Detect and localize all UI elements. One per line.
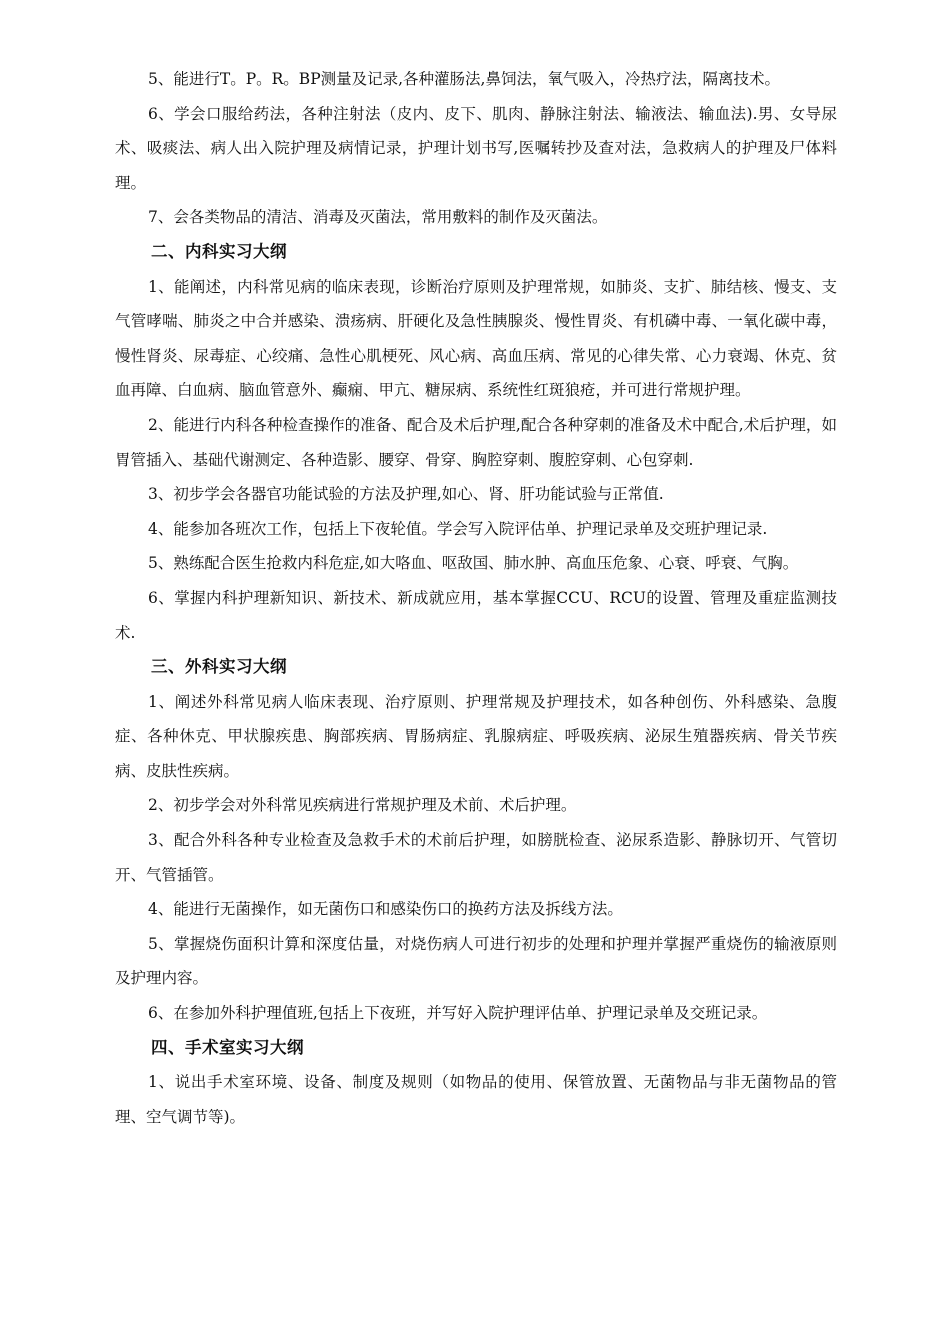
paragraph-internal-1: 1、能阐述，内科常见病的临床表现，诊断治疗原则及护理常规，如肺炎、支扩、肺结核、慢支、支气管哮喘、肺炎之中合并感染、溃疡病、肝硬化及急性胰腺炎、慢性胃炎、有机磷中毒、一氧化碳中毒，慢性肾炎、尿毒症、心绞痛、急性心肌梗死、风心病、高血压病、常见的心律失常、心力衰竭、休克、贫血再障、白血病、脑血管意外、癫痫、甲亢、糖尿病、系统性红斑狼疮，并可进行常规护理。 (115, 277, 837, 400)
paragraph-surgery-3: 3、配合外科各种专业检查及急救手术的术前后护理，如膀胱检查、泌尿系造影、静脉切开、气管切开、气管插管。 (115, 831, 837, 884)
paragraph-general-5: 5、能进行T。P。R。BP测量及记录,各种灌肠法,鼻饲法，氧气吸入，冷热疗法，隔离技术。 (148, 70, 780, 88)
section-heading-operating-room: 四、手术室实习大纲 (151, 1037, 304, 1057)
paragraph-internal-4: 4、能参加各班次工作，包括上下夜轮值。学会写入院评估单、护理记录单及交班护理记录. (148, 519, 768, 538)
paragraph-internal-5: 5、熟练配合医生抢救内科危症,如大咯血、呕敌国、肺水肿、高血压危象、心衰、呼衰、气胸。 (148, 554, 799, 573)
paragraph-surgery-5: 5、掌握烧伤面积计算和深度估量，对烧伤病人可进行初步的处理和护理并掌握严重烧伤的输液原则及护理内容。 (115, 934, 837, 988)
paragraph-surgery-4: 4、能进行无菌操作，如无菌伤口和感染伤口的换药方法及拆线方法。 (148, 900, 623, 919)
paragraph-surgery-1: 1、阐述外科常见病人临床表现、治疗原则、护理常规及护理技术，如各种创伤、外科感染、急腹症、各种休克、甲状腺疾患、胸部疾病、胃肠病症、乳腺病症、呼吸疾病、泌尿生殖器疾病、骨关节疾病、皮肤性疾病。 (115, 692, 837, 780)
paragraph-internal-3: 3、初步学会各器官功能试验的方法及护理,如心、肾、肝功能试验与正常值. (148, 485, 664, 504)
section-heading-internal-medicine: 二、内科实习大纲 (151, 241, 287, 261)
paragraph-general-6: 6、学会口服给药法，各种注射法（皮内、皮下、肌肉、静脉注射法、输液法、输血法).男、女导尿术、吸痰法、病人出入院护理及病情记录，护理计划书写,医嘱转抄及查对法，急救病人的护理及尸体料理。 (115, 104, 837, 192)
section-heading-surgery: 三、外科实习大纲 (151, 657, 287, 677)
paragraph-surgery-6: 6、在参加外科护理值班,包括上下夜班，并写好入院护理评估单、护理记录单及交班记录。 (148, 1004, 768, 1023)
paragraph-operating-room-1: 1、说出手术室环境、设备、制度及规则（如物品的使用、保管放置、无菌物品与非无菌物品的管理、空气调节等)。 (115, 1073, 837, 1126)
paragraph-internal-6: 6、掌握内科护理新知识、新技术、新成就应用，基本掌握CCU、RCU的设置、管理及重症监测技术. (115, 588, 837, 642)
document-body (115, 62, 837, 1134)
paragraph-general-7: 7、会各类物品的清洁、消毒及灭菌法，常用敷料的制作及灭菌法。 (148, 208, 608, 227)
paragraph-internal-2: 2、能进行内科各种检查操作的准备、配合及术后护理,配合各种穿刺的准备及术中配合,术后护理，如胃管插入、基础代谢测定、各种造影、腰穿、骨穿、胸腔穿刺、腹腔穿刺、心包穿刺. (115, 415, 837, 469)
paragraph-surgery-2: 2、初步学会对外科常见疾病进行常规护理及术前、术后护理。 (148, 796, 577, 815)
